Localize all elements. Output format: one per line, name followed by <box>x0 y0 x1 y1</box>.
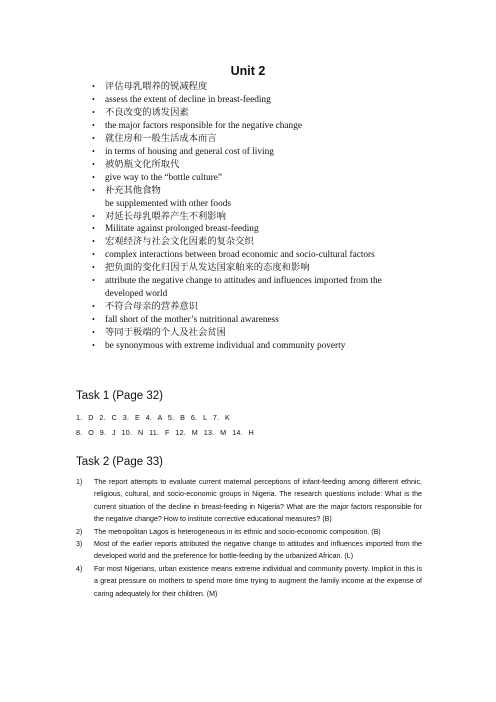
task1-heading: Task 1 (Page 32) <box>76 390 163 402</box>
vocab-item: • give way to the “bottle culture” <box>92 172 222 183</box>
vocab-item: • be synonymous with extreme individual and community poverty <box>92 341 346 352</box>
bullet-icon: • <box>92 146 95 156</box>
vocab-item: • attribute the negative change to attitudes and influences imported from the <box>92 276 382 287</box>
vocab-item: • 就住房和一般生活成本而言 <box>92 133 217 144</box>
task2-item: 2) The metropolitan Lagos is heterogeneous in its ethnic and socio-economic composition. (B) <box>76 527 381 536</box>
task2-heading: Task 2 (Page 33) <box>76 456 163 468</box>
task2-item: 1) The report attempts to evaluate current maternal perceptions of infant-feeding among different ethnic, religious, cultural, and socio-economic groups in Nigeria. The research questions include: What is the current situation of the decline in breast-feeding in Nigeria? What are the major factors responsible for the negative change? How to institute corrective educational measures? (B) <box>76 478 422 524</box>
bullet-icon: • <box>92 172 95 182</box>
unit-title: Unit 2 <box>230 64 266 78</box>
bullet-icon: • <box>92 211 95 221</box>
vocab-item: • 对延长母乳喂养产生不利影响 <box>92 211 226 222</box>
bullet-icon: • <box>92 82 95 91</box>
bullet-icon: • <box>92 133 95 143</box>
bullet-icon: • <box>92 276 95 286</box>
vocab-item: • complex interactions between broad economic and socio-cultural factors <box>92 250 375 261</box>
task1-answers <box>76 410 254 440</box>
vocab-item: • 不良改变的诱发因素 <box>92 107 189 118</box>
bullet-icon: • <box>92 315 95 325</box>
bullet-icon: • <box>92 263 95 273</box>
task2-item: 3) Most of the earlier reports attributed the negative change to attitudes and influences imported from the developed world and the preference for bottle-feeding by the urbanized African. (L) <box>76 540 422 561</box>
vocab-item: • 宏观经济与社会文化因素的复杂交织 <box>92 237 254 248</box>
task1-row: 1. D 2. C 3. E 4. A 5. B 6. L 7. K <box>76 413 231 422</box>
bullet-icon: • <box>92 120 95 130</box>
vocab-item: • assess the extent of decline in breast-feeding <box>92 94 271 105</box>
bullet-icon: • <box>92 159 95 169</box>
bullet-icon: • <box>92 224 95 234</box>
bullet-icon: • <box>92 185 95 195</box>
vocab-item: developed world <box>105 289 168 300</box>
vocab-item: • Militate against prolonged breast-feeding <box>92 224 259 235</box>
vocab-item: • 把负面的变化归因于从发达国家舶来的态度和影响 <box>92 263 310 274</box>
bullet-icon: • <box>92 94 95 104</box>
bullet-icon: • <box>92 107 95 117</box>
vocabulary-list <box>92 81 422 353</box>
vocab-item: • 不符合母亲的营养意识 <box>92 302 198 313</box>
bullet-icon: • <box>92 250 95 260</box>
vocab-item: • 等同于极端的个人及社会贫困 <box>92 328 226 339</box>
bullet-icon: • <box>92 328 95 338</box>
vocab-item: • in terms of housing and general cost of living <box>92 146 274 157</box>
vocab-item: be supplemented with other foods <box>105 198 231 209</box>
task2-item: 4) For most Nigerians, urban existence means extreme individual and community poverty. Implicit in this is a great pressure on mothers to spend more time trying to augment the family income at the expense of caring adequately for their children. (M) <box>76 564 422 598</box>
bullet-icon: • <box>92 302 95 312</box>
task2-answers <box>76 476 422 600</box>
vocab-item: • the major factors responsible for the negative change <box>92 120 302 131</box>
bullet-icon: • <box>92 341 95 351</box>
vocab-item: • fall short of the mother’s nutritional awareness <box>92 315 279 326</box>
vocab-item: • 补充其他食物 <box>92 185 161 196</box>
vocab-item: • 评估母乳喂养的锐减程度 <box>92 82 208 92</box>
bullet-icon: • <box>92 237 95 247</box>
task1-row: 8. O 9. J 10. N 11. F 12. M 13. M 14. H <box>76 428 254 437</box>
vocab-item: • 被奶瓶文化所取代 <box>92 159 180 170</box>
